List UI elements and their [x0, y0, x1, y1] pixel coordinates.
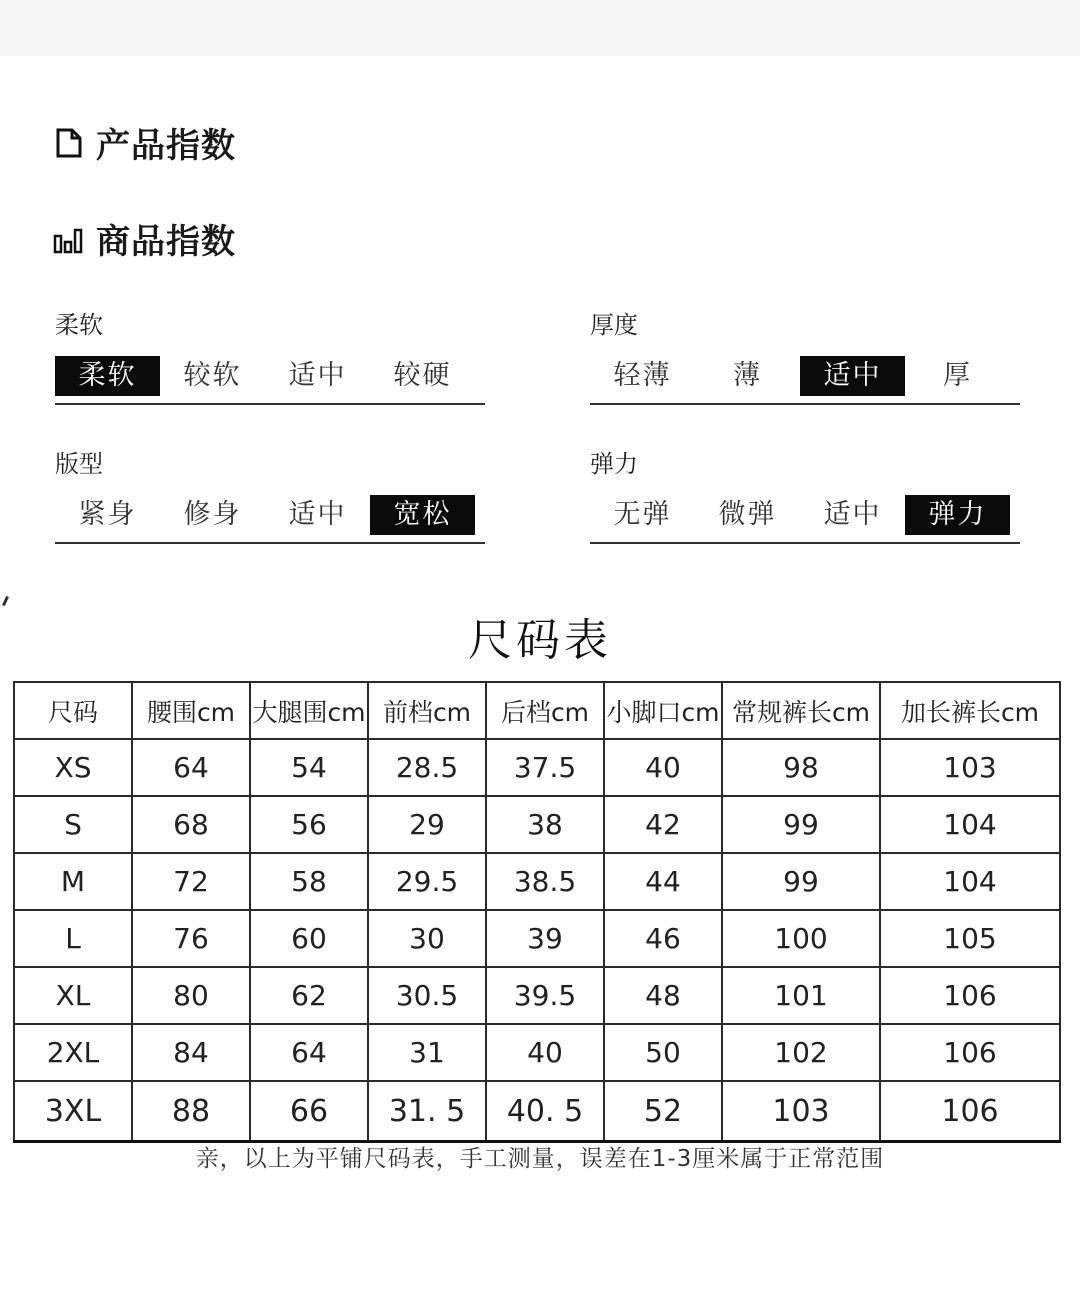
table-cell: 39.5 [486, 967, 604, 1024]
header-cell: 腰围cm [132, 682, 250, 739]
metric-options [55, 494, 485, 536]
table-cell: 99 [722, 853, 880, 910]
metric-option: 较硬 [393, 360, 452, 391]
header-cell: 小脚口cm [604, 682, 722, 739]
table-cell: 2XL [14, 1024, 132, 1081]
table-row [14, 853, 1060, 910]
table-cell: 80 [132, 967, 250, 1024]
table-cell: 106 [880, 1024, 1060, 1081]
goods-index-title: 商品指数 [96, 222, 236, 262]
table-cell: 101 [722, 967, 880, 1024]
table-row [14, 796, 1060, 853]
table-cell: 54 [250, 739, 368, 796]
table-cell: 52 [604, 1081, 722, 1142]
header-cell: 尺码 [14, 682, 132, 739]
metric-option: 适中 [823, 499, 882, 530]
metric-label: 弹力 [590, 450, 638, 478]
metric-thickness [590, 305, 1020, 405]
metric-label: 版型 [55, 450, 103, 478]
header-cell: 大腿围cm [250, 682, 368, 739]
metric-options [590, 494, 1020, 536]
metric-softness [55, 305, 485, 405]
table-cell: 64 [132, 739, 250, 796]
table-cell: 48 [604, 967, 722, 1024]
table-cell: 103 [880, 739, 1060, 796]
table-cell: 39 [486, 910, 604, 967]
metric-option-selected: 弹力 [905, 495, 1010, 535]
table-row [14, 910, 1060, 967]
table-cell: 88 [132, 1081, 250, 1142]
table-cell: 103 [722, 1081, 880, 1142]
table-cell: 105 [880, 910, 1060, 967]
table-cell: 31 [368, 1024, 486, 1081]
table-cell: 76 [132, 910, 250, 967]
table-cell: 50 [604, 1024, 722, 1081]
table-cell: 38 [486, 796, 604, 853]
table-cell: 106 [880, 1081, 1060, 1142]
metric-options [55, 355, 485, 397]
table-cell: 58 [250, 853, 368, 910]
table-cell: 66 [250, 1081, 368, 1142]
table-cell: 99 [722, 796, 880, 853]
table-cell: 29 [368, 796, 486, 853]
table-cell: 37.5 [486, 739, 604, 796]
metric-option: 薄 [733, 360, 762, 391]
table-cell: 30 [368, 910, 486, 967]
table-cell: 62 [250, 967, 368, 1024]
size-table [13, 681, 1061, 1143]
header-cell: 常规裤长cm [722, 682, 880, 739]
divider [590, 403, 1020, 405]
table-cell: 3XL [14, 1081, 132, 1142]
table-cell: 100 [722, 910, 880, 967]
table-cell: 42 [604, 796, 722, 853]
table-cell: 40 [486, 1024, 604, 1081]
divider [55, 542, 485, 544]
metric-option: 适中 [288, 499, 347, 530]
document-icon [52, 126, 86, 160]
table-cell: 64 [250, 1024, 368, 1081]
table-cell: 31. 5 [368, 1081, 486, 1142]
metric-options [590, 355, 1020, 397]
table-cell: 72 [132, 853, 250, 910]
table-cell: L [14, 910, 132, 967]
metric-option: 较软 [183, 360, 242, 391]
table-cell: 68 [132, 796, 250, 853]
metric-option: 厚 [943, 360, 972, 391]
table-row [14, 967, 1060, 1024]
table-cell: 104 [880, 796, 1060, 853]
table-row [14, 739, 1060, 796]
metric-label: 柔软 [55, 311, 103, 339]
table-cell: 38.5 [486, 853, 604, 910]
metric-option: 微弹 [718, 499, 777, 530]
metric-fit [55, 444, 485, 544]
table-cell: 104 [880, 853, 1060, 910]
metric-option: 紧身 [78, 499, 137, 530]
header-cell: 加长裤长cm [880, 682, 1060, 739]
metric-option: 无弹 [613, 499, 672, 530]
bar-chart-icon [52, 222, 86, 256]
metric-option-selected: 柔软 [55, 356, 160, 396]
top-banner [0, 0, 1080, 56]
table-cell: 40. 5 [486, 1081, 604, 1142]
size-chart-title: 尺码表 [468, 615, 612, 666]
product-index-heading [52, 118, 236, 167]
table-cell: 30.5 [368, 967, 486, 1024]
table-cell: XL [14, 967, 132, 1024]
table-cell: 46 [604, 910, 722, 967]
metric-option-selected: 宽松 [370, 495, 475, 535]
table-header-row [14, 682, 1060, 739]
table-cell: 29.5 [368, 853, 486, 910]
header-cell: 后档cm [486, 682, 604, 739]
divider [55, 403, 485, 405]
table-cell: XS [14, 739, 132, 796]
metric-option: 修身 [183, 499, 242, 530]
table-cell: 84 [132, 1024, 250, 1081]
divider [590, 542, 1020, 544]
metric-option: 轻薄 [613, 360, 672, 391]
table-cell: 106 [880, 967, 1060, 1024]
table-cell: 44 [604, 853, 722, 910]
metric-elasticity [590, 444, 1020, 544]
table-cell: 28.5 [368, 739, 486, 796]
metric-option-selected: 适中 [800, 356, 905, 396]
table-cell: M [14, 853, 132, 910]
metric-option: 适中 [288, 360, 347, 391]
table-row [14, 1024, 1060, 1081]
table-cell: S [14, 796, 132, 853]
size-chart-footnote: 亲，以上为平铺尺码表，手工测量，误差在1-3厘米属于正常范围 [195, 1146, 885, 1172]
header-cell: 前档cm [368, 682, 486, 739]
table-row [14, 1081, 1060, 1142]
product-index-title: 产品指数 [96, 126, 236, 166]
table-cell: 102 [722, 1024, 880, 1081]
table-cell: 98 [722, 739, 880, 796]
table-cell: 60 [250, 910, 368, 967]
table-cell: 40 [604, 739, 722, 796]
table-cell: 56 [250, 796, 368, 853]
metric-label: 厚度 [590, 311, 638, 339]
goods-index-heading [52, 214, 236, 263]
